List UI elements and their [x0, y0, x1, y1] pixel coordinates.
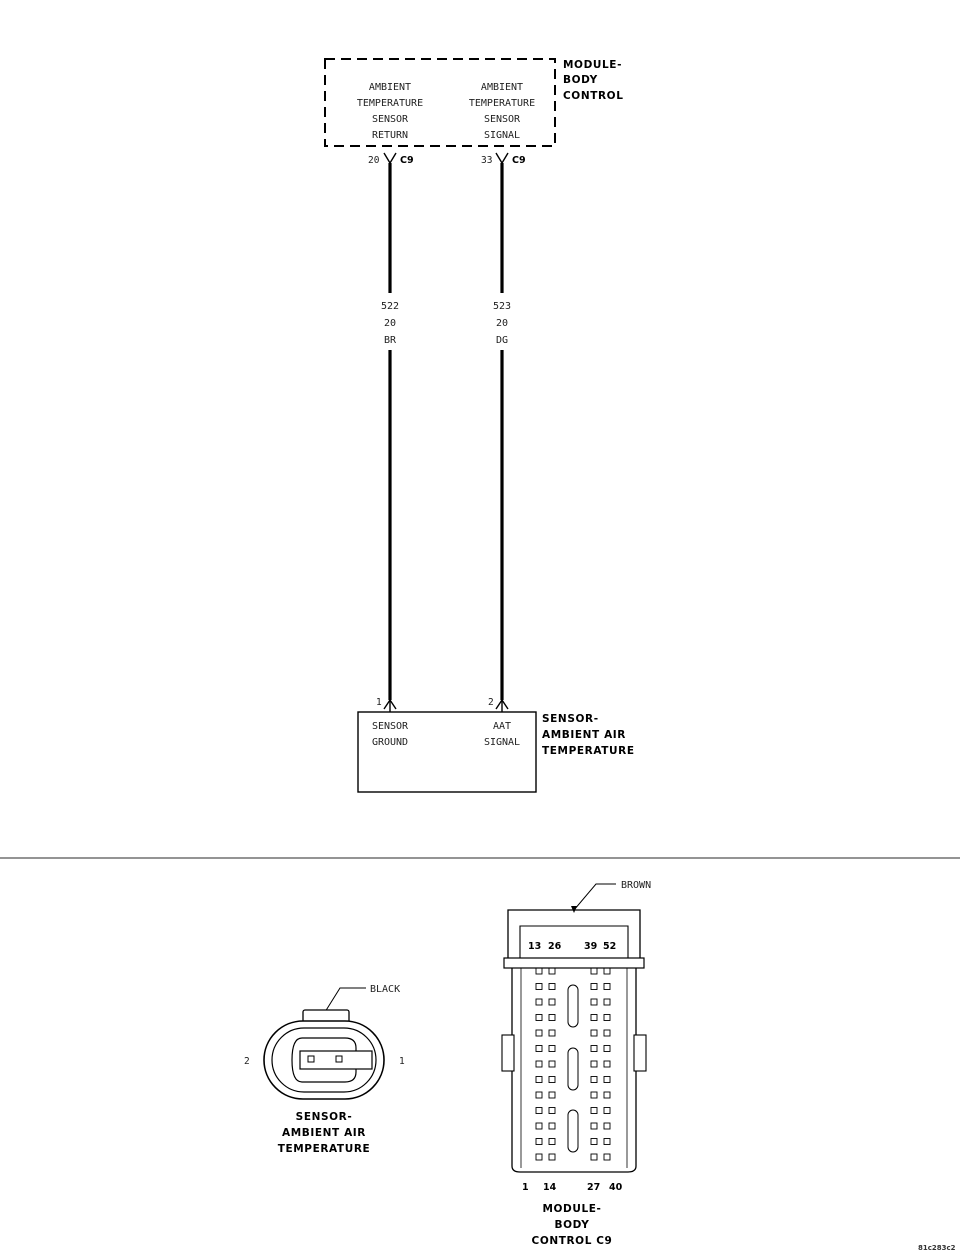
bcm-cavity [591, 968, 597, 974]
module-left-func-1: AMBIENT [368, 82, 412, 93]
bcm-bottom-num-27: 27 [587, 1182, 601, 1193]
bcm-bottom-num-1: 1 [522, 1182, 529, 1193]
brown-leader-line [574, 884, 616, 910]
bcm-cavity [549, 1030, 555, 1036]
bcm-cavity [591, 1154, 597, 1160]
bcm-cavity [604, 1015, 610, 1021]
bcm-cavity [536, 1030, 542, 1036]
bcm-cavity [549, 1108, 555, 1114]
bcm-cavity [604, 968, 610, 974]
bcm-caption-2: BODY [554, 1219, 590, 1231]
bcm-cavity [536, 984, 542, 990]
bcm-cavity [549, 1046, 555, 1052]
bcm-cavity [604, 984, 610, 990]
wire-522-color: BR [383, 335, 397, 346]
bcm-cavity [536, 999, 542, 1005]
module-right-func-3: SENSOR [483, 114, 521, 125]
bcm-cavity [591, 1015, 597, 1021]
bcm-bottom-num-14: 14 [543, 1182, 557, 1193]
sensor-title-1: SENSOR- [542, 713, 599, 725]
bcm-cavity [536, 1154, 542, 1160]
bcm-cavity [604, 1077, 610, 1083]
bcm-cavity [591, 1030, 597, 1036]
bcm-cavity [536, 1077, 542, 1083]
sensor-pin-1: 1 [376, 697, 382, 708]
bcm-cavity [591, 1046, 597, 1052]
bcm-cavity [604, 1092, 610, 1098]
module-left-terminal-icon [384, 153, 396, 163]
bcm-cavity [536, 1092, 542, 1098]
figure-code: 81c283c2 [918, 1244, 956, 1252]
bcm-cavity [591, 1061, 597, 1067]
sensor-title-2: AMBIENT AIR [542, 729, 626, 741]
bcm-cavity [604, 1123, 610, 1129]
bcm-cavity [549, 984, 555, 990]
wire-522-gauge: 20 [383, 318, 397, 329]
wire-523-gauge: 20 [495, 318, 509, 329]
module-right-terminal-icon [496, 153, 508, 163]
bcm-cavity [591, 1139, 597, 1145]
bcm-cavity [536, 1123, 542, 1129]
bcm-cavity [604, 1108, 610, 1114]
bcm-cavity [549, 1092, 555, 1098]
bcm-cavity [549, 1077, 555, 1083]
module-title-1: MODULE- [563, 59, 623, 71]
bcm-top-num-39: 39 [584, 941, 598, 952]
module-left-func-4: RETURN [371, 130, 409, 141]
sensor-caption-3: TEMPERATURE [277, 1143, 371, 1155]
bcm-cavity [549, 1061, 555, 1067]
module-right-func-2: TEMPERATURE [468, 98, 536, 109]
bcm-cavity [549, 1154, 555, 1160]
bcm-cavity [591, 1092, 597, 1098]
module-left-func-3: SENSOR [371, 114, 409, 125]
sensor-title-3: TEMPERATURE [542, 745, 635, 757]
bcm-connector-view [502, 880, 651, 1247]
bcm-cavity-grid [536, 968, 610, 1160]
bcm-cavity [604, 1061, 610, 1067]
sensor-right-func-2: SIGNAL [483, 737, 521, 748]
bcm-cavity [591, 1077, 597, 1083]
module-title-2: BODY [563, 74, 598, 86]
bcm-cavity [604, 1154, 610, 1160]
wire-522-circuit: 522 [380, 301, 400, 312]
sensor-connector-pin-1: 1 [399, 1056, 405, 1067]
module-right-func-4: SIGNAL [483, 130, 521, 141]
sensor-connector-pin-2: 2 [244, 1056, 250, 1067]
bcm-cavity [591, 1108, 597, 1114]
bcm-cavity [536, 1108, 542, 1114]
bcm-top-num-26: 26 [548, 941, 562, 952]
bcm-cavity [549, 968, 555, 974]
bcm-cavity [591, 999, 597, 1005]
module-right-connector: C9 [512, 155, 526, 166]
sensor-right-func-1: AAT [492, 721, 512, 732]
module-title-3: CONTROL [563, 90, 624, 102]
bcm-cavity [549, 1139, 555, 1145]
sensor-pin-2: 2 [488, 697, 494, 708]
bcm-cavity [536, 1015, 542, 1021]
sensor-left-func-2: GROUND [371, 737, 409, 748]
bcm-cavity [604, 999, 610, 1005]
bcm-cavity [536, 968, 542, 974]
bcm-top-num-52: 52 [603, 941, 617, 952]
bcm-bottom-num-40: 40 [609, 1182, 623, 1193]
bcm-caption-1: MODULE- [542, 1203, 602, 1215]
bcm-cavity [604, 1030, 610, 1036]
sensor-connector-view [244, 984, 405, 1155]
module-left-pin: 20 [368, 155, 380, 166]
wire-523-color: DG [495, 335, 509, 346]
module-right-pin: 33 [481, 155, 493, 166]
sensor-left-func-1: SENSOR [371, 721, 409, 732]
bcm-cavity [549, 1123, 555, 1129]
sensor-caption-1: SENSOR- [295, 1111, 353, 1123]
bcm-cavity [549, 1015, 555, 1021]
sensor-caption-2: AMBIENT AIR [282, 1127, 366, 1139]
bcm-cavity [591, 1123, 597, 1129]
bcm-cavity [604, 1046, 610, 1052]
bcm-connector-color: BROWN [621, 880, 652, 891]
bcm-cavity [536, 1061, 542, 1067]
bcm-cavity [549, 999, 555, 1005]
bcm-cavity [591, 984, 597, 990]
black-leader-line [325, 988, 366, 1012]
bcm-top-num-13: 13 [528, 941, 542, 952]
bcm-cavity [604, 1139, 610, 1145]
wire-523-circuit: 523 [492, 301, 512, 312]
module-left-func-2: TEMPERATURE [356, 98, 424, 109]
bcm-caption-3: CONTROL C9 [531, 1235, 613, 1247]
module-left-connector: C9 [400, 155, 414, 166]
module-right-func-1: AMBIENT [480, 82, 524, 93]
bcm-cavity [536, 1046, 542, 1052]
sensor-connector-color: BLACK [370, 984, 401, 995]
bcm-cavity [536, 1139, 542, 1145]
